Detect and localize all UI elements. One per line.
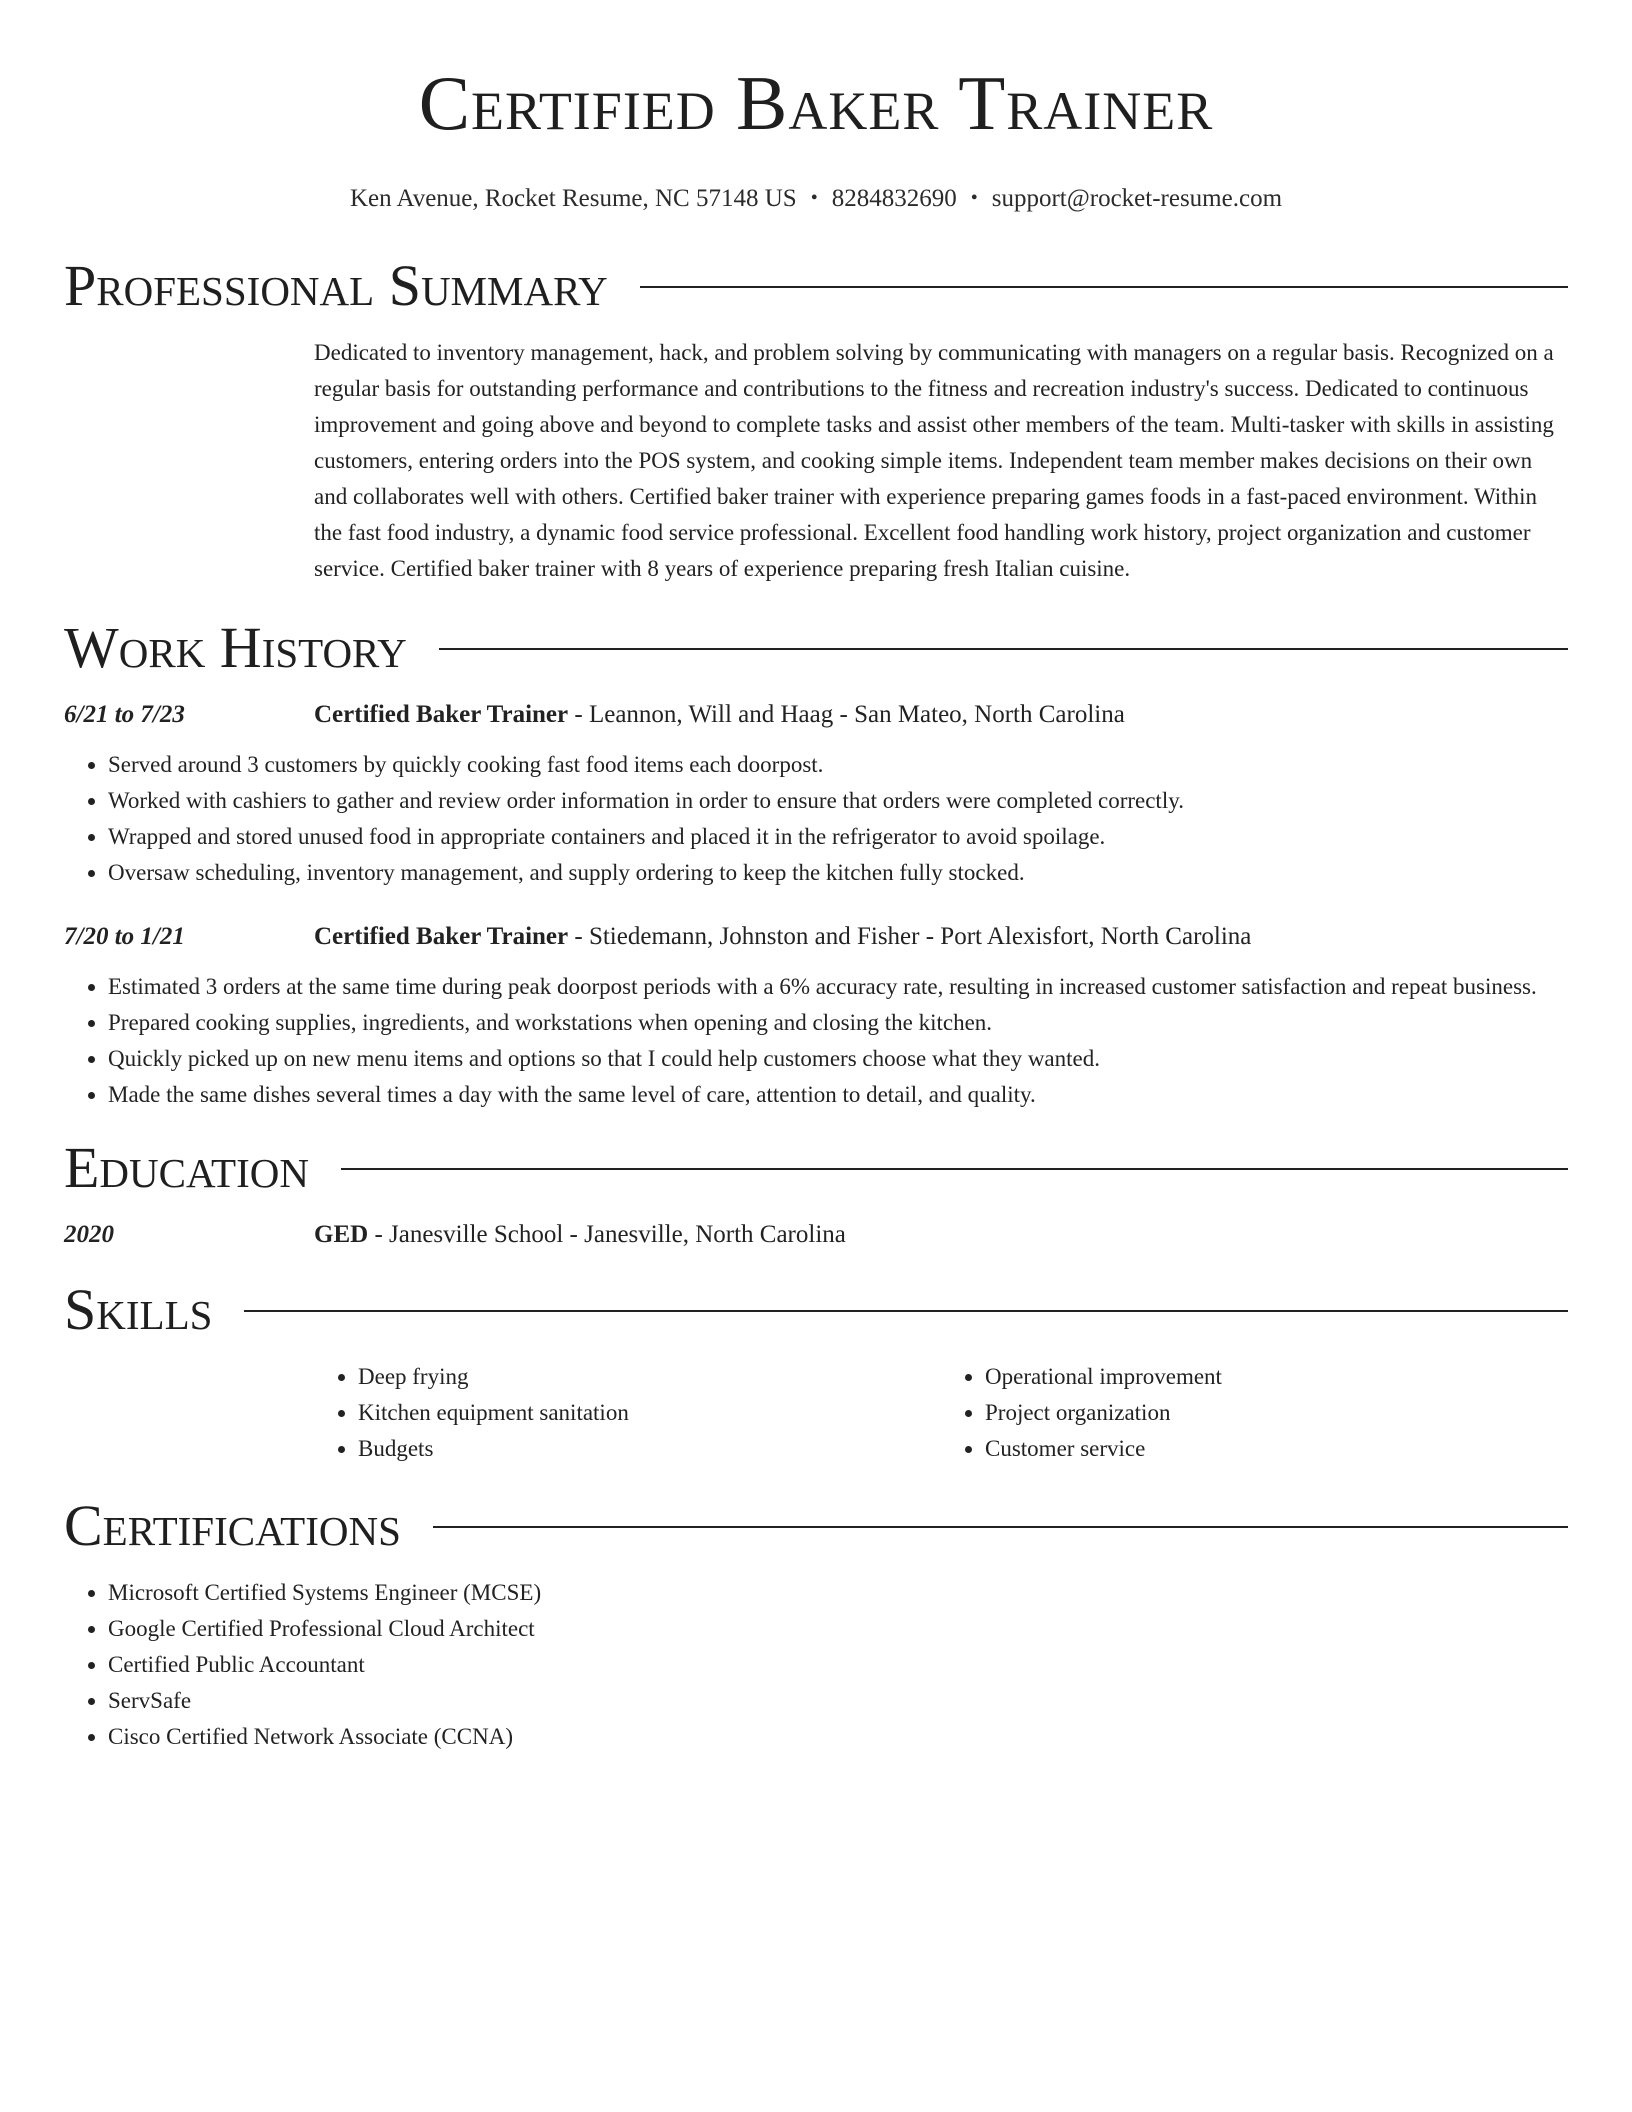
certification-item: • Cisco Certified Network Associate (CCNA) [108, 1719, 1568, 1755]
section-divider [341, 1168, 1568, 1170]
contact-separator: • [810, 187, 818, 209]
job-bullet: • Worked with cashiers to gather and review order information in order to ensure that orders were completed correctly. [108, 783, 1568, 819]
certification-item: • Microsoft Certified Systems Engineer (MCSE) [108, 1575, 1568, 1611]
job-bullets [64, 969, 1568, 1113]
contact-address: Ken Avenue, Rocket Resume, NC 57148 US [349, 185, 797, 212]
job-bullet: • Made the same dishes several times a day with the same level of care, attention to detail, and quality. [108, 1077, 1568, 1113]
section-divider [439, 648, 1568, 650]
education-degree: GED [314, 1221, 369, 1248]
skill-item: • Project organization [985, 1395, 1568, 1431]
skills-list-left [314, 1359, 941, 1467]
skill-item: • Customer service [985, 1431, 1568, 1467]
section-title-certifications: Certifications [64, 1493, 401, 1558]
summary-text: Dedicated to inventory management, hack, and problem solving by communicating with managers on a regular basis. Recognized on a regular basis for outstanding performance and contributions to the fitness and recreation industry's success. Dedicated to continuous improvement and going above and beyond to complete tasks and assist other members of the team. Multi-tasker with skills in assisting customers, entering orders into the POS system, and cooking simple items. Independent team member makes decisions on their own and collaborates well with others. Certified baker trainer with experience preparing games foods in a fast-paced environment. Within the fast food industry, a dynamic food service professional. Excellent food handling work history, project organization and customer service. Certified baker trainer with 8 years of experience preparing fresh Italian cuisine. [314, 340, 1554, 581]
skills-list-right [941, 1359, 1568, 1467]
skill-item: • Deep frying [358, 1359, 941, 1395]
job-bullet: • Oversaw scheduling, inventory management, and supply ordering to keep the kitchen fully stocked. [108, 855, 1568, 891]
job-bullet: • Quickly picked up on new menu items and options so that I could help customers choose what they wanted. [108, 1041, 1568, 1077]
resume-name: Certified Baker Trainer [418, 60, 1214, 146]
job-heading [314, 697, 1125, 733]
job-dates: 7/20 to 1/21 [64, 923, 185, 950]
job-entry [64, 697, 1568, 891]
certification-item: • ServSafe [108, 1683, 1568, 1719]
job-role: Certified Baker Trainer [314, 701, 569, 728]
job-details: - Stiedemann, Johnston and Fisher - Port Alexisfort, North Carolina [568, 923, 1252, 950]
section-divider [244, 1310, 1568, 1312]
contact-email: support@rocket-resume.com [991, 185, 1283, 212]
certifications-list [64, 1575, 1568, 1755]
certification-item: • Google Certified Professional Cloud Architect [108, 1611, 1568, 1647]
contact-separator: • [970, 187, 978, 209]
contact-line [64, 182, 1568, 215]
skills-grid [314, 1359, 1568, 1467]
work-section-header [64, 613, 1568, 683]
job-role: Certified Baker Trainer [314, 923, 569, 950]
education-entry [64, 1217, 1568, 1253]
section-divider [433, 1526, 1568, 1528]
skill-item: • Operational improvement [985, 1359, 1568, 1395]
education-year: 2020 [64, 1221, 114, 1248]
section-title-work: Work History [64, 615, 407, 680]
job-entry [64, 919, 1568, 1113]
certification-item: • Certified Public Accountant [108, 1647, 1568, 1683]
job-dates: 6/21 to 7/23 [64, 701, 185, 728]
job-bullets [64, 747, 1568, 891]
education-heading [314, 1217, 846, 1253]
section-divider [640, 286, 1568, 288]
job-bullet: • Wrapped and stored unused food in appropriate containers and placed it in the refrigerator to avoid spoilage. [108, 819, 1568, 855]
job-bullet: • Served around 3 customers by quickly cooking fast food items each doorpost. [108, 747, 1568, 783]
section-title-education: Education [64, 1135, 309, 1200]
job-bullet: • Estimated 3 orders at the same time during peak doorpost periods with a 6% accuracy rate, resulting in increased customer satisfaction and repeat business. [108, 969, 1568, 1005]
contact-phone: 8284832690 [831, 185, 957, 212]
education-details: - Janesville School - Janesville, North Carolina [368, 1221, 846, 1248]
skill-item: • Kitchen equipment sanitation [358, 1395, 941, 1431]
section-title-summary: Professional Summary [64, 253, 608, 318]
skill-item: • Budgets [358, 1431, 941, 1467]
education-section-header [64, 1133, 1568, 1203]
skills-section-header [64, 1275, 1568, 1345]
job-details: - Leannon, Will and Haag - San Mateo, North Carolina [568, 701, 1125, 728]
summary-section-header [64, 251, 1568, 321]
job-heading [314, 919, 1251, 955]
section-title-skills: Skills [64, 1277, 213, 1342]
job-bullet: • Prepared cooking supplies, ingredients, and workstations when opening and closing the kitchen. [108, 1005, 1568, 1041]
certifications-section-header [64, 1491, 1568, 1561]
